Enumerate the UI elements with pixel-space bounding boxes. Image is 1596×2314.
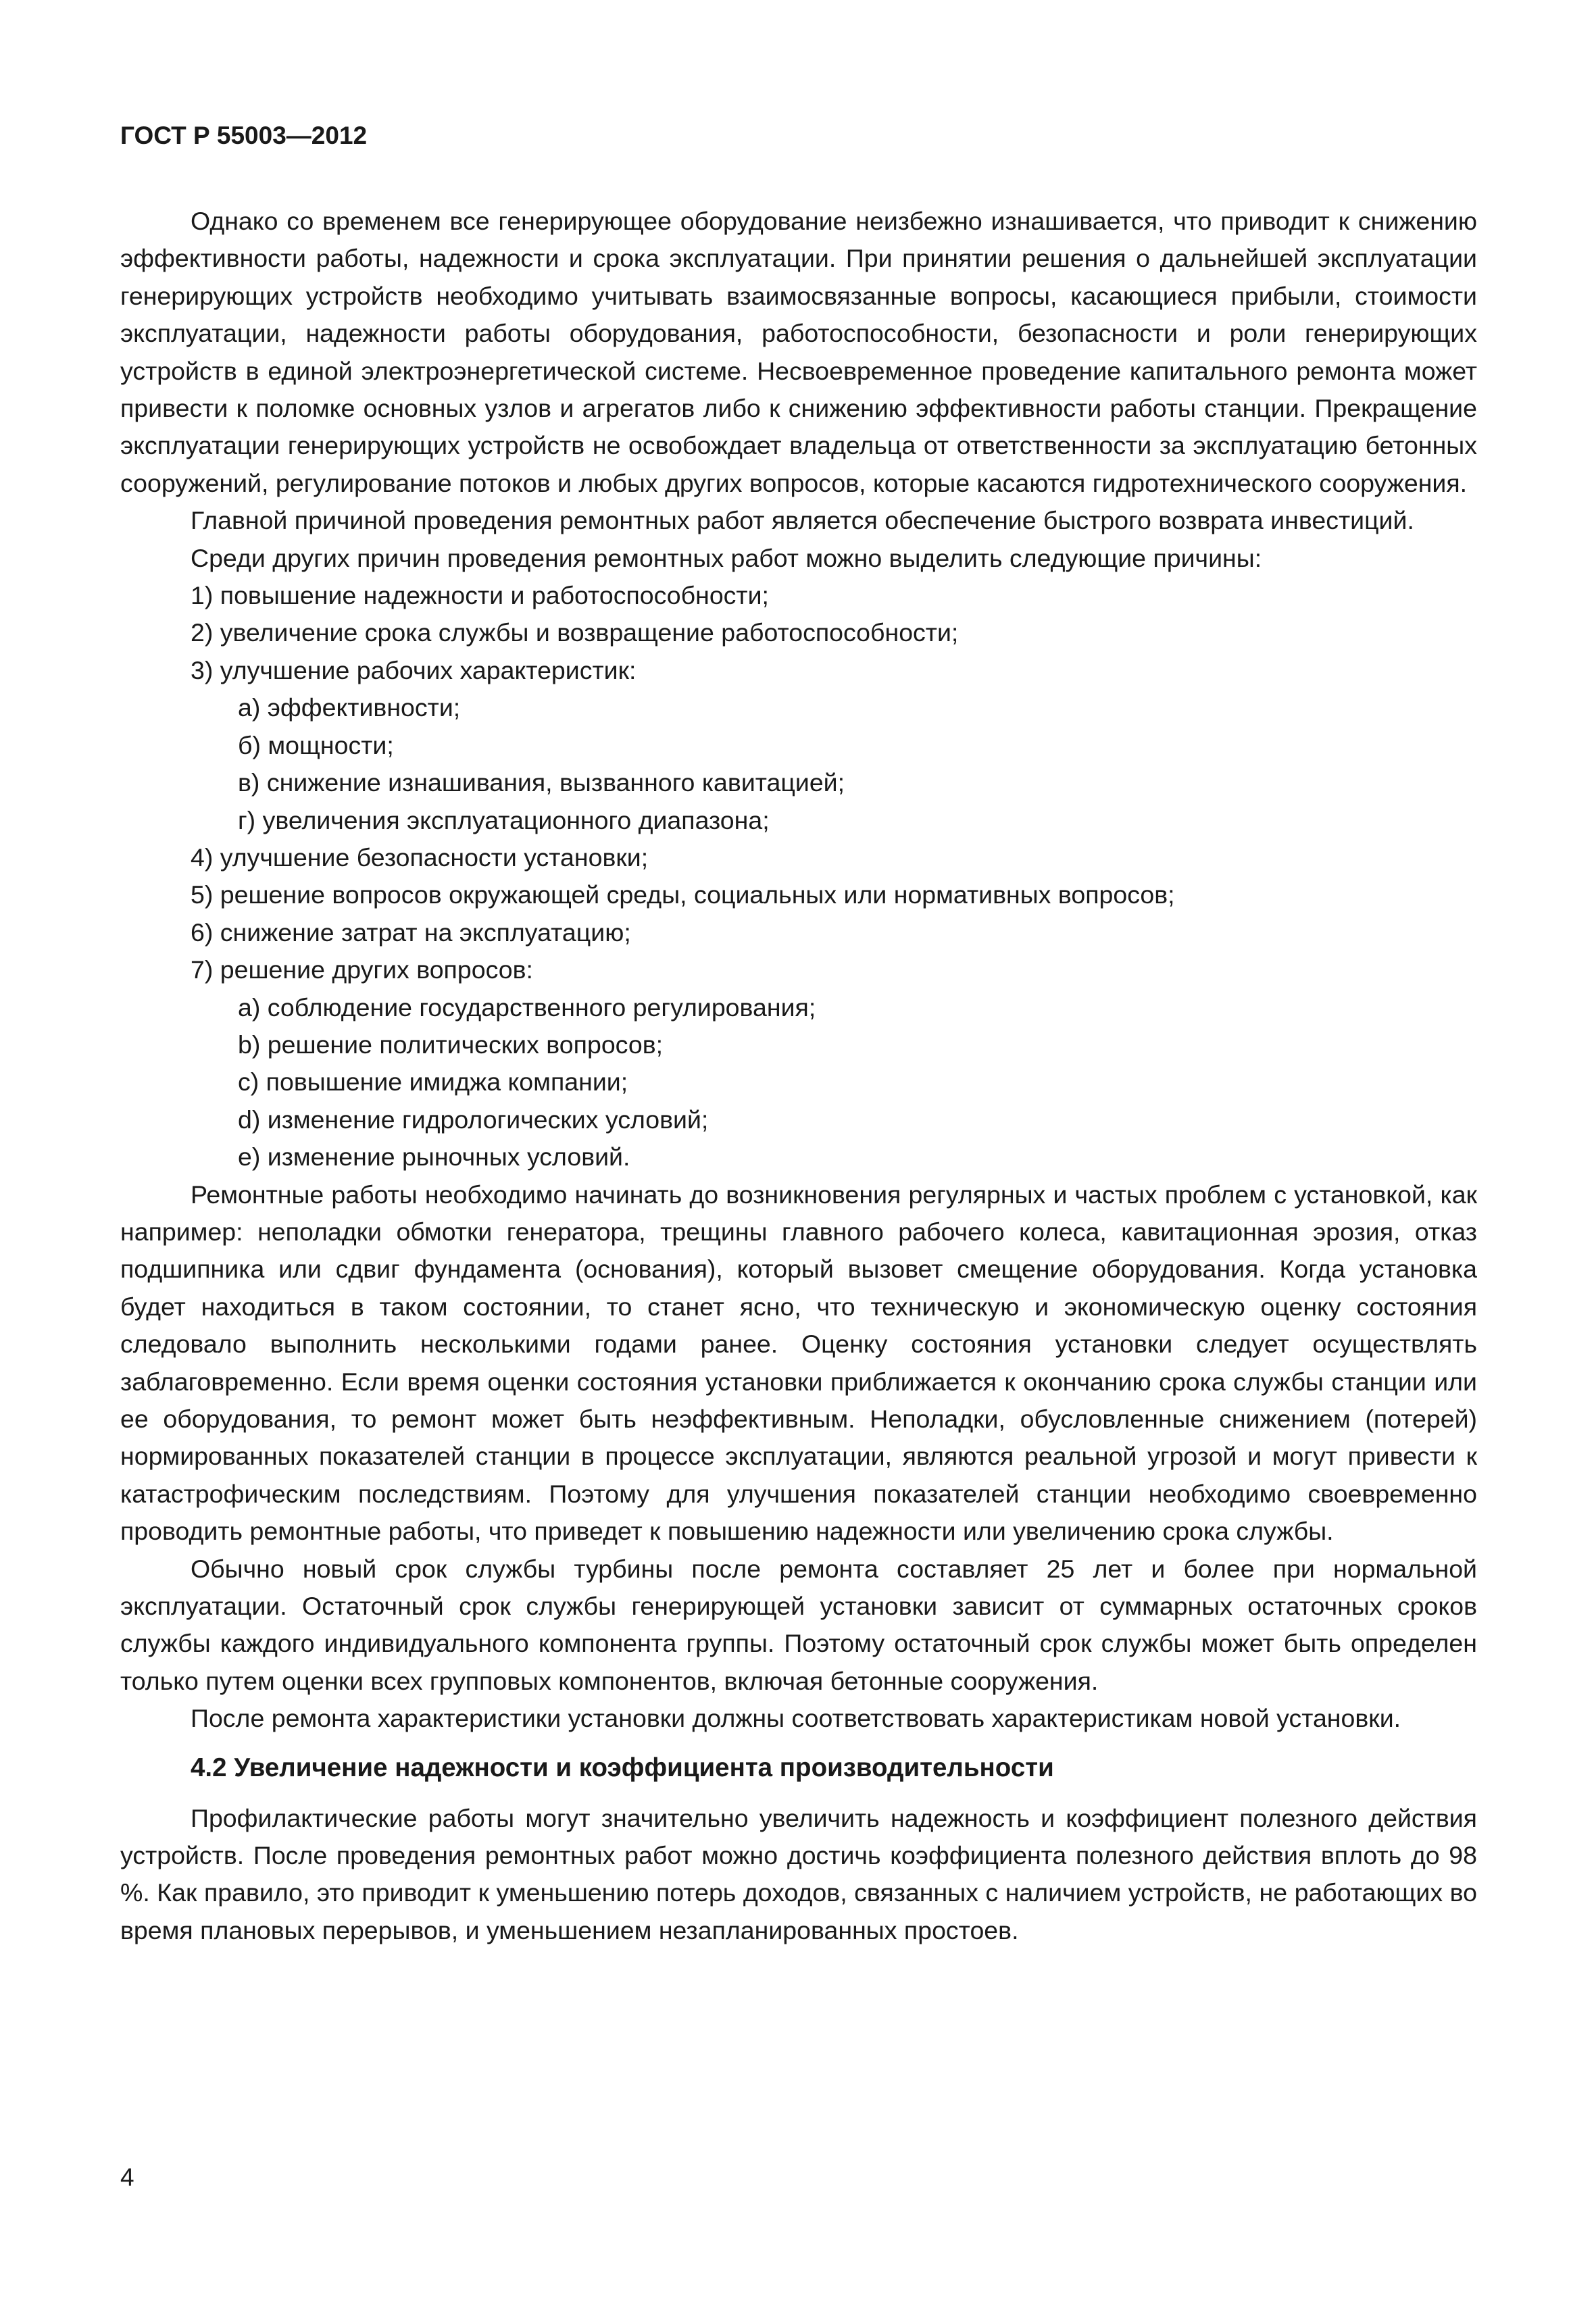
list-item: 4) улучшение безопасности установки; — [191, 842, 649, 872]
list-item: 3) улучшение рабочих характеристик: — [191, 655, 637, 684]
body-paragraph: Профилактические работы могут значительно увеличить надежность и коэффициент полезного действия устройств. После проведения ремонтных работ можно достичь коэффициента полезного действия вплоть до 98 %. Как правило, это приводит к уменьшению потерь доходов, связанных с наличием устройств, не работающих во время плановых перерывов, и уменьшением незапланированных простоев. — [120, 1803, 1477, 1944]
list-subitem: a) соблюдение государственного регулирования; — [238, 992, 816, 1022]
list-subitem: в) снижение изнашивания, вызванного кавитацией; — [238, 768, 845, 797]
list-item: 6) снижение затрат на эксплуатацию; — [191, 917, 631, 947]
body-paragraph: Главной причиной проведения ремонтных работ является обеспечение быстрого возврата инвестиций. — [191, 506, 1414, 535]
list-subitem: г) увеличения эксплуатационного диапазона; — [238, 805, 770, 834]
list-subitem: б) мощности; — [238, 730, 394, 759]
section-heading: 4.2 Увеличение надежности и коэффициента производительности — [191, 1753, 1054, 1782]
body-paragraph: Обычно новый срок службы турбины после ремонта составляет 25 лет и более при нормальной эксплуатации. Остаточный срок службы генерирующей установки зависит от суммарных остаточных сроков службы каждого индивидуального компонента группы. Поэтому остаточный срок службы может быть определен только путем оценки всех групповых компонентов, включая бетонные сооружения. — [120, 1554, 1477, 1695]
list-item: 5) решение вопросов окружающей среды, социальных или нормативных вопросов; — [191, 880, 1175, 909]
list-subitem: e) изменение рыночных условий. — [238, 1142, 630, 1172]
list-subitem: c) повышение имиджа компании; — [238, 1067, 628, 1097]
list-item: 2) увеличение срока службы и возвращение работоспособности; — [191, 618, 959, 647]
list-subitem: d) изменение гидрологических условий; — [238, 1105, 709, 1134]
document-body — [120, 203, 1477, 1949]
body-paragraph: Среди других причин проведения ремонтных работ можно выделить следующие причины: — [191, 543, 1262, 572]
page-number: 4 — [120, 2163, 134, 2191]
reasons-list — [120, 577, 1477, 1176]
list-item: 7) решение других вопросов: — [191, 955, 533, 984]
list-subitem: b) решение политических вопросов; — [238, 1030, 664, 1059]
body-paragraph: После ремонта характеристики установки должны соответствовать характеристикам новой установки. — [191, 1704, 1401, 1733]
body-paragraph: Ремонтные работы необходимо начинать до возникновения регулярных и частых проблем с установкой, как например: неполадки обмотки генератора, трещины главного рабочего колеса, кавитационная эрозия, отказ подшипника или сдвиг фундамента (основания), который вызовет смещение оборудования. Когда установка будет находиться в таком состоянии, то станет ясно, что техническую и экономическую оценку состояния следовало выполнить несколькими годами ранее. Оценку состояния установки следует осуществлять заблаговременно. Если время оценки состояния установки приближается к окончанию срока службы станции или ее оборудования, то ремонт может быть неэффективным. Неполадки, обусловленные снижением (потерей) нормированных показателей станции в процессе эксплуатации, являются реальной угрозой и могут привести к катастрофическим последствиям. Поэтому для улучшения показателей станции необходимо своевременно проводить ремонтные работы, что приведет к повышению надежности или увеличению срока службы. — [120, 1180, 1477, 1546]
body-paragraph: Однако со временем все генерирующее оборудование неизбежно изнашивается, что приводит к снижению эффективности работы, надежности и срока эксплуатации. При принятии решения о дальнейшей эксплуатации генерирующих устройств необходимо учитывать взаимосвязанные вопросы, касающиеся прибыли, стоимости эксплуатации, надежности работы оборудования, работоспособности, безопасности и роли генерирующих устройств в единой электроэнергетической системе. Несвоевременное проведение капитального ремонта может привести к поломке основных узлов и агрегатов либо к снижению эффективности работы станции. Прекращение эксплуатации генерирующих устройств не освобождает владельца от ответственности за эксплуатацию бетонных сооружений, регулирование потоков и любых других вопросов, которые касаются гидротехнического сооружения. — [120, 207, 1477, 497]
document-header-standard-id: ГОСТ Р 55003—2012 — [120, 122, 368, 149]
list-subitem: а) эффективности; — [238, 693, 461, 722]
list-item: 1) повышение надежности и работоспособности; — [191, 581, 769, 610]
